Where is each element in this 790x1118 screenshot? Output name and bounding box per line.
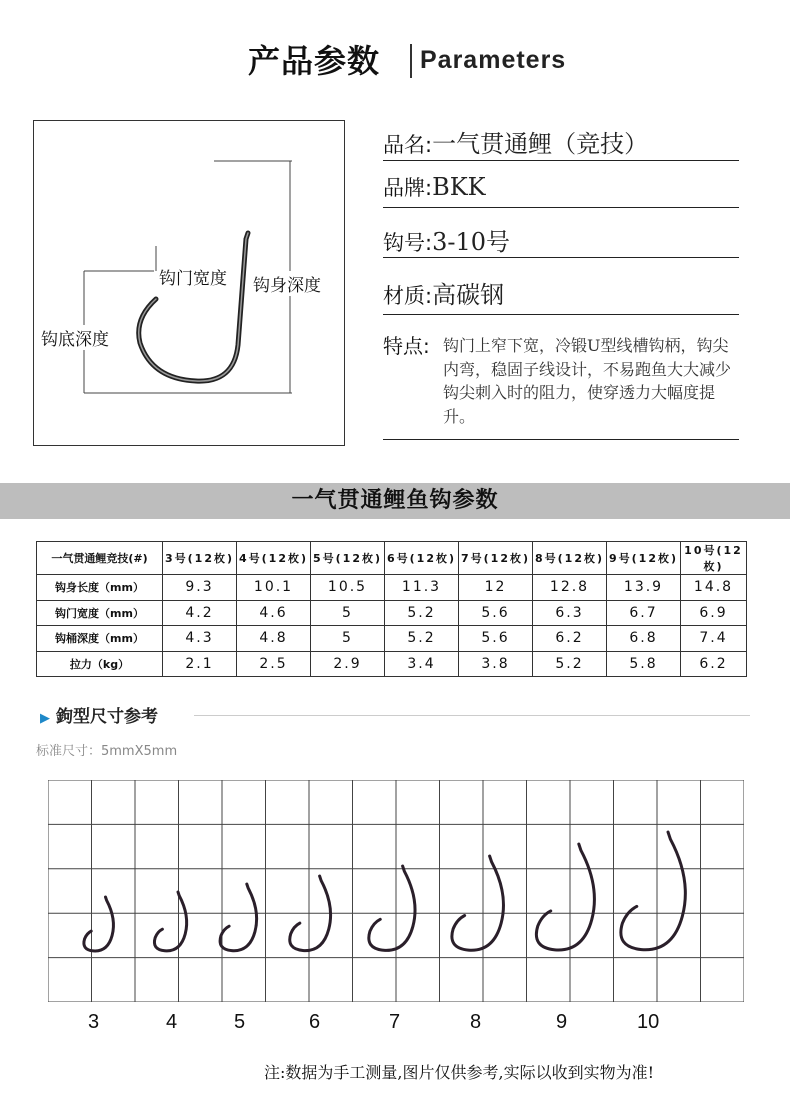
- table-cell: 6.7: [607, 600, 681, 626]
- table-cell: 4.6: [237, 600, 311, 626]
- spec-row-number: [383, 222, 739, 258]
- spec-brand-key: 品牌:: [383, 176, 433, 200]
- spec-row-brand: [383, 172, 739, 208]
- hook-dimension-diagram: [33, 120, 345, 446]
- hook-number-label: 6: [309, 1011, 321, 1033]
- spec-feature-key: 特点:: [383, 334, 430, 358]
- hook-silhouette-9: [536, 844, 594, 950]
- table-cell: 5.8: [607, 651, 681, 677]
- table-cell: 13.9: [607, 575, 681, 601]
- table-row-label: 钩桶深度（mm）: [37, 626, 163, 652]
- table-cell: 6.2: [681, 651, 747, 677]
- spec-row-name: [383, 124, 739, 161]
- spec-row-material: [383, 275, 739, 315]
- hook-number-label: 9: [556, 1011, 568, 1033]
- hook-silhouette-5: [220, 884, 257, 951]
- table-row: [37, 600, 747, 626]
- table-cell: 12.8: [533, 575, 607, 601]
- table-cell: 12: [459, 575, 533, 601]
- spec-name-key: 品名:: [383, 133, 433, 157]
- hook-number-label: 5: [234, 1011, 246, 1033]
- table-cell: 2.1: [163, 651, 237, 677]
- table-cell: 3.8: [459, 651, 533, 677]
- table-header-cell: 一气贯通鲤竞技(#): [37, 542, 163, 575]
- hook-shape: [139, 233, 248, 381]
- table-header-cell: 9号(12枚): [607, 542, 681, 575]
- hook-number-label: 4: [166, 1011, 178, 1033]
- table-cell: 5.2: [385, 600, 459, 626]
- size-reference-divider: [194, 715, 750, 716]
- table-cell: 6.2: [533, 626, 607, 652]
- table-cell: 4.8: [237, 626, 311, 652]
- header-title-en: Parameters: [420, 46, 567, 74]
- table-header-cell: 7号(12枚): [459, 542, 533, 575]
- table-row: [37, 575, 747, 601]
- label-bottom-depth: 钩底深度: [40, 325, 110, 350]
- hook-silhouette-7: [369, 866, 415, 950]
- header-divider: [410, 44, 412, 78]
- hook-silhouette-3: [84, 897, 114, 951]
- table-cell: 6.3: [533, 600, 607, 626]
- table-cell: 9.3: [163, 575, 237, 601]
- table-cell: 5.6: [459, 600, 533, 626]
- spec-feature-value: 钩门上窄下宽，冷锻U型线槽钩柄，钩尖内弯，稳固子线设计，不易跑鱼大大减少钩尖刺入时的阻力，使穿透力大幅度提升。: [443, 336, 732, 426]
- size-reference-title-text: 鉤型尺寸参考: [56, 707, 158, 727]
- label-gate-width: 钩门宽度: [158, 264, 228, 289]
- table-row: [37, 626, 747, 652]
- table-header-row: [37, 542, 747, 575]
- hook-silhouette-8: [452, 856, 504, 950]
- standard-size-text: 标准尺寸：5mmX5mm: [36, 744, 178, 759]
- spec-material-value: 高碳钢: [432, 281, 505, 309]
- hook-size-grid: [48, 780, 744, 1002]
- table-cell: 10.1: [237, 575, 311, 601]
- table-header-cell: 4号(12枚): [237, 542, 311, 575]
- triangle-right-icon: ▶: [40, 711, 50, 726]
- label-shank-depth: 钩身深度: [252, 271, 322, 296]
- hook-size-grid-drawing: [48, 780, 744, 1002]
- table-header-cell: 3号(12枚): [163, 542, 237, 575]
- table-cell: 2.5: [237, 651, 311, 677]
- table-cell: 10.5: [311, 575, 385, 601]
- table-cell: 14.8: [681, 575, 747, 601]
- spec-name-value: 一气贯通鲤（竞技）: [432, 130, 649, 158]
- table-cell: 4.2: [163, 600, 237, 626]
- table-header-cell: 8号(12枚): [533, 542, 607, 575]
- table-header-cell: 5号(12枚): [311, 542, 385, 575]
- table-cell: 6.8: [607, 626, 681, 652]
- size-reference-title: [40, 702, 158, 727]
- header-title-cn: 产品参数: [248, 42, 381, 80]
- spec-number-key: 钩号:: [383, 231, 433, 255]
- disclaimer-note: 注:数据为手工测量,图片仅供参考,实际以收到实物为准!: [264, 1063, 654, 1082]
- table-header-cell: 10号(12枚): [681, 542, 747, 575]
- table-cell: 5: [311, 600, 385, 626]
- table-row-label: 钩门宽度（mm）: [37, 600, 163, 626]
- table-cell: 6.9: [681, 600, 747, 626]
- spec-row-feature: [383, 330, 739, 440]
- hook-highlight: [139, 233, 248, 381]
- table-cell: 5.6: [459, 626, 533, 652]
- hook-silhouette-4: [154, 892, 186, 951]
- hook-silhouette-10: [621, 832, 685, 950]
- table-cell: 4.3: [163, 626, 237, 652]
- section-banner-title: 一气贯通鲤鱼钩参数: [291, 488, 499, 513]
- table-cell: 5: [311, 626, 385, 652]
- table-cell: 2.9: [311, 651, 385, 677]
- table-row: [37, 651, 747, 677]
- hook-number-label: 8: [470, 1011, 482, 1033]
- table-cell: 5.2: [385, 626, 459, 652]
- page-header: [0, 36, 790, 84]
- spec-number-value: 3-10号: [432, 228, 510, 256]
- table-cell: 7.4: [681, 626, 747, 652]
- table-header-cell: 6号(12枚): [385, 542, 459, 575]
- hook-number-label: 7: [389, 1011, 401, 1033]
- parameter-table: [36, 541, 747, 677]
- table-cell: 3.4: [385, 651, 459, 677]
- section-banner: [0, 483, 790, 519]
- spec-brand-value: BKK: [432, 173, 486, 201]
- table-row-label: 钩身长度（mm）: [37, 575, 163, 601]
- hook-number-label: 10: [637, 1011, 660, 1033]
- table-cell: 11.3: [385, 575, 459, 601]
- spec-material-key: 材质:: [383, 284, 433, 308]
- hook-number-label: 3: [88, 1011, 100, 1033]
- table-row-label: 拉力（kg）: [37, 651, 163, 677]
- table-cell: 5.2: [533, 651, 607, 677]
